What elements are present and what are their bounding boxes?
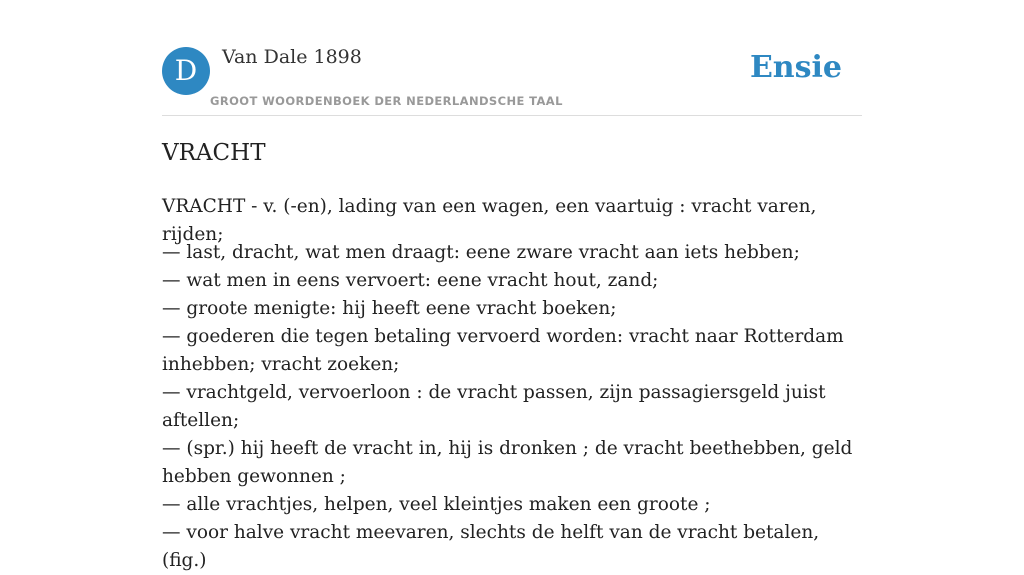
- sense-item: — vrachtgeld, vervoerloon : de vracht passen, zijn passagiersgeld juist aftellen;: [162, 382, 826, 431]
- sense-item: — (spr.) hij heeft de vracht in, hij is dronken ; de vracht beethebben, geld hebben gewonnen ;: [162, 438, 853, 487]
- sense-item: — goederen die tegen betaling vervoerd worden: vracht naar Rotterdam inhebben; vracht zoeken;: [162, 326, 844, 375]
- sense-item: — wat men in eens vervoert: eene vracht hout, zand;: [162, 270, 659, 291]
- page: [162, 0, 862, 571]
- dictionary-logo[interactable]: D: [162, 47, 210, 95]
- sense-item: — alle vrachtjes, helpen, veel kleintjes maken een groote ;: [162, 494, 711, 515]
- dictionary-header: [162, 0, 862, 116]
- dictionary-title[interactable]: Van Dale 1898: [222, 46, 362, 68]
- sense-item: — groote menigte: hij heeft eene vracht boeken;: [162, 298, 617, 319]
- entry-senses: [162, 239, 862, 575]
- ensie-logo-link[interactable]: Ensie: [749, 50, 842, 85]
- entry-definition: VRACHT - v. (-en), lading van een wagen, een vaartuig : vracht varen, rijden;: [162, 196, 817, 245]
- dictionary-subtitle: GROOT WOORDENBOEK DER NEDERLANDSCHE TAAL: [210, 94, 563, 108]
- sense-item: — last, dracht, wat men draagt: eene zware vracht aan iets hebben;: [162, 242, 800, 263]
- entry-headword: VRACHT: [162, 140, 266, 166]
- sense-item: — voor halve vracht meevaren, slechts de helft van de vracht betalen, (fig.): [162, 522, 820, 571]
